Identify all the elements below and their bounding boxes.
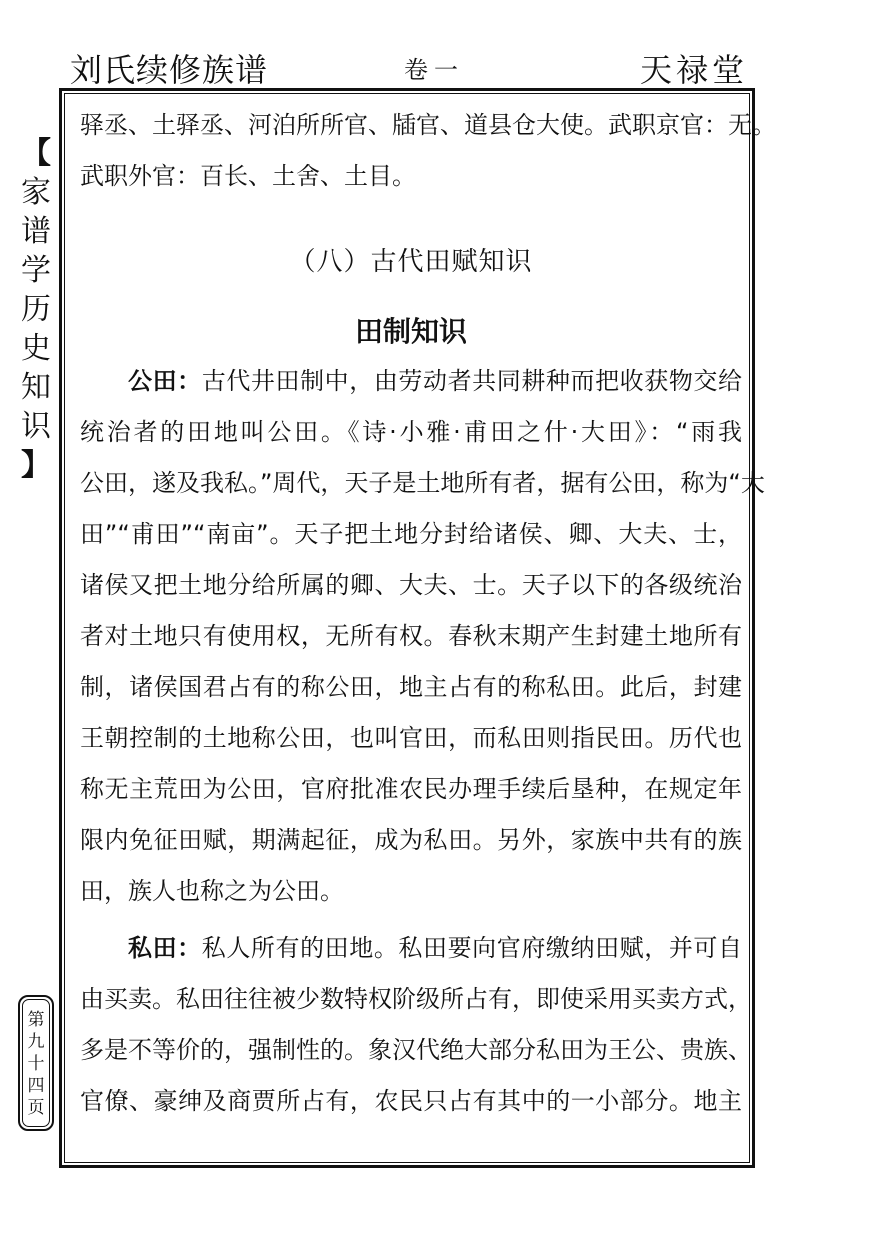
body-line: 制，诸侯国君占有的称公田，地主占有的称私田。此后，封建 (80, 673, 742, 701)
body-line: 诸侯又把土地分给所属的卿、大夫、士。天子以下的各级统治 (80, 571, 742, 599)
side-title-char: 历 (21, 292, 51, 327)
side-title-char: 【 (21, 136, 51, 171)
page-number-char: 四 (27, 1076, 45, 1096)
body-line: 武职外官：百长、土舍、土目。 (80, 162, 416, 190)
body-line: 田”“甫田”“南亩”。天子把土地分封给诸侯、卿、大夫、士， (80, 520, 742, 548)
term-sitian: 私田： (128, 934, 202, 962)
side-title-char: 谱 (21, 214, 51, 249)
side-title-char: 】 (21, 448, 51, 483)
body-text: 古代井田制中，由劳动者共同耕种而把收获物交给 (201, 367, 742, 395)
side-chapter-title (16, 134, 56, 485)
body-line: 称无主荒田为公田，官府批准农民办理手续后垦种，在规定年 (80, 775, 742, 803)
page-number-char: 十 (27, 1054, 45, 1074)
page-body (80, 100, 776, 1127)
body-line: 驿丞、土驿丞、河泊所所官、牐官、道县仓大使。武职京官：无。 (80, 111, 776, 139)
side-title-char: 史 (21, 331, 51, 366)
body-line: 田，族人也称之为公田。 (80, 877, 344, 905)
body-line: 多是不等价的，强制性的。象汉代绝大部分私田为王公、贵族、 (80, 1036, 752, 1064)
body-line: 王朝控制的土地称公田，也叫官田，而私田则指民田。历代也 (80, 724, 742, 752)
side-title-char: 识 (21, 409, 51, 444)
paragraph-first-line (80, 923, 742, 974)
genealogy-title: 刘氏续修族谱 (70, 51, 269, 89)
body-line: 统治者的田地叫公田。《诗·小雅·甫田之什·大田》：“雨我 (80, 418, 742, 446)
paragraph-first-line (80, 356, 742, 407)
volume-label: 卷一 (404, 56, 464, 84)
section-heading: （八）古代田赋知识 (289, 247, 533, 277)
page-number-char: 第 (27, 1010, 45, 1030)
page-number-tab (18, 995, 54, 1131)
body-line: 限内免征田赋，期满起征，成为私田。另外，家族中共有的族 (80, 826, 742, 854)
body-text: 私人所有的田地。私田要向官府缴纳田赋，并可自 (201, 934, 742, 962)
body-line: 者对土地只有使用权，无所有权。春秋末期产生封建土地所有 (80, 622, 742, 650)
subsection-heading: 田制知识 (354, 315, 467, 348)
page-number-char: 九 (27, 1032, 45, 1052)
side-title-char: 家 (21, 175, 51, 210)
term-gongtian: 公田： (128, 367, 202, 395)
hall-name: 天禄堂 (639, 51, 748, 89)
body-line: 公田，遂及我私。”周代，天子是土地所有者，据有公田，称为“大 (80, 469, 765, 497)
body-line: 由买卖。私田往往被少数特权阶级所占有，即使采用买卖方式， (80, 985, 752, 1013)
body-line: 官僚、豪绅及商贾所占有，农民只占有其中的一小部分。地主 (80, 1087, 742, 1115)
side-title-char: 知 (21, 370, 51, 405)
side-title-char: 学 (21, 253, 51, 288)
page-number-char: 页 (27, 1098, 45, 1118)
